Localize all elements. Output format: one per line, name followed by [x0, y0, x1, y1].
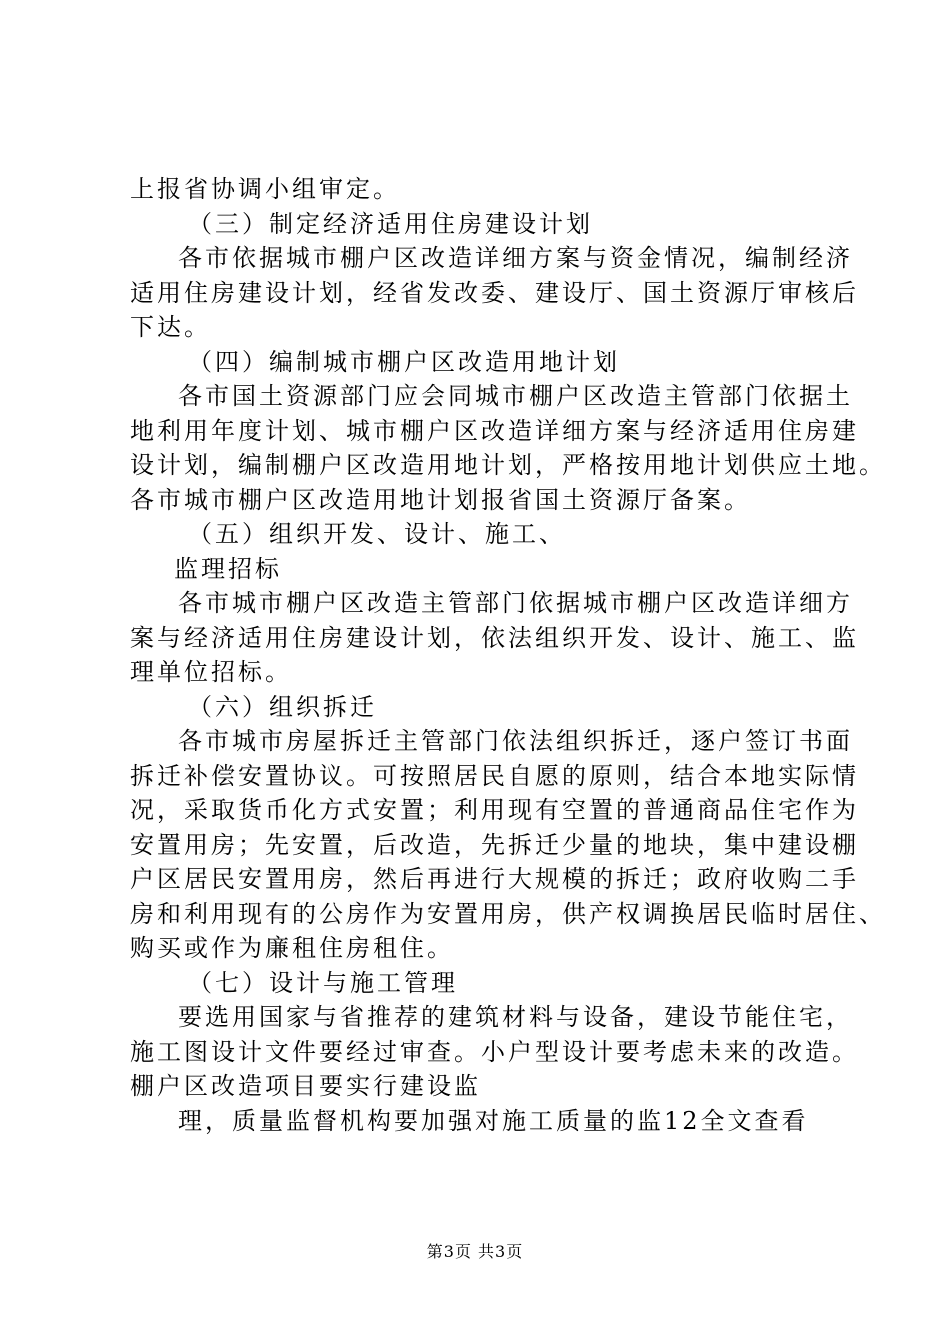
- text-line: 况，采取货币化方式安置；利用现有空置的普通商品住宅作为: [130, 796, 859, 824]
- text-line: 要选用国家与省推荐的建筑材料与设备，建设节能住宅，: [178, 1003, 853, 1031]
- text-line: 下达。: [130, 313, 211, 341]
- text-line: 房和利用现有的公房作为安置用房，供产权调换居民临时居住、: [130, 899, 886, 928]
- section-heading: （六）组织拆迁: [188, 692, 377, 721]
- section-heading: （五）组织开发、设计、施工、: [188, 520, 566, 548]
- section-heading: （四）编制城市棚户区改造用地计划: [188, 347, 620, 376]
- text-line: 理单位招标。: [130, 658, 292, 686]
- text-line: 施工图设计文件要经过审查。小户型设计要考虑未来的改造。: [130, 1037, 859, 1066]
- text-line: 各市国土资源部门应会同城市棚户区改造主管部门依据土: [178, 382, 853, 410]
- text-line: 各市城市棚户区改造主管部门依据城市棚户区改造详细方: [178, 589, 853, 617]
- text-line: 各市城市房屋拆迁主管部门依法组织拆迁，逐户签订书面: [178, 727, 853, 755]
- section-heading: （三）制定经济适用住房建设计划: [188, 209, 593, 238]
- text-line: 各市城市棚户区改造用地计划报省国土资源厅备案。: [130, 485, 751, 514]
- text-line: 安置用房；先安置，后改造，先拆迁少量的地块，集中建设棚: [130, 830, 859, 859]
- section-heading: （七）设计与施工管理: [188, 968, 458, 997]
- section-heading-continuation: 监理招标: [174, 554, 282, 583]
- text-line: 地利用年度计划、城市棚户区改造详细方案与经济适用住房建: [130, 416, 859, 445]
- text-line: 拆迁补偿安置协议。可按照居民自愿的原则，结合本地实际情: [130, 761, 859, 790]
- text-line: 理，质量监督机构要加强对施工质量的监12全文查看: [178, 1106, 809, 1135]
- text-line: 各市依据城市棚户区改造详细方案与资金情况，编制经济: [178, 244, 853, 272]
- text-line: 设计划，编制棚户区改造用地计划，严格按用地计划供应土地。: [130, 451, 886, 479]
- text-line: 户区居民安置用房，然后再进行大规模的拆迁；政府收购二手: [130, 865, 859, 893]
- text-line: 案与经济适用住房建设计划，依法组织开发、设计、施工、监: [130, 623, 859, 652]
- document-body: [130, 172, 886, 1138]
- text-line: 棚户区改造项目要实行建设监: [130, 1072, 481, 1100]
- page-number-footer: 第3页 共3页: [426, 1242, 524, 1261]
- text-line: 上报省协调小组审定。: [130, 175, 400, 203]
- text-line: 适用住房建设计划，经省发改委、建设厅、国土资源厅审核后: [130, 278, 859, 307]
- text-line: 购买或作为廉租住房租住。: [130, 934, 454, 962]
